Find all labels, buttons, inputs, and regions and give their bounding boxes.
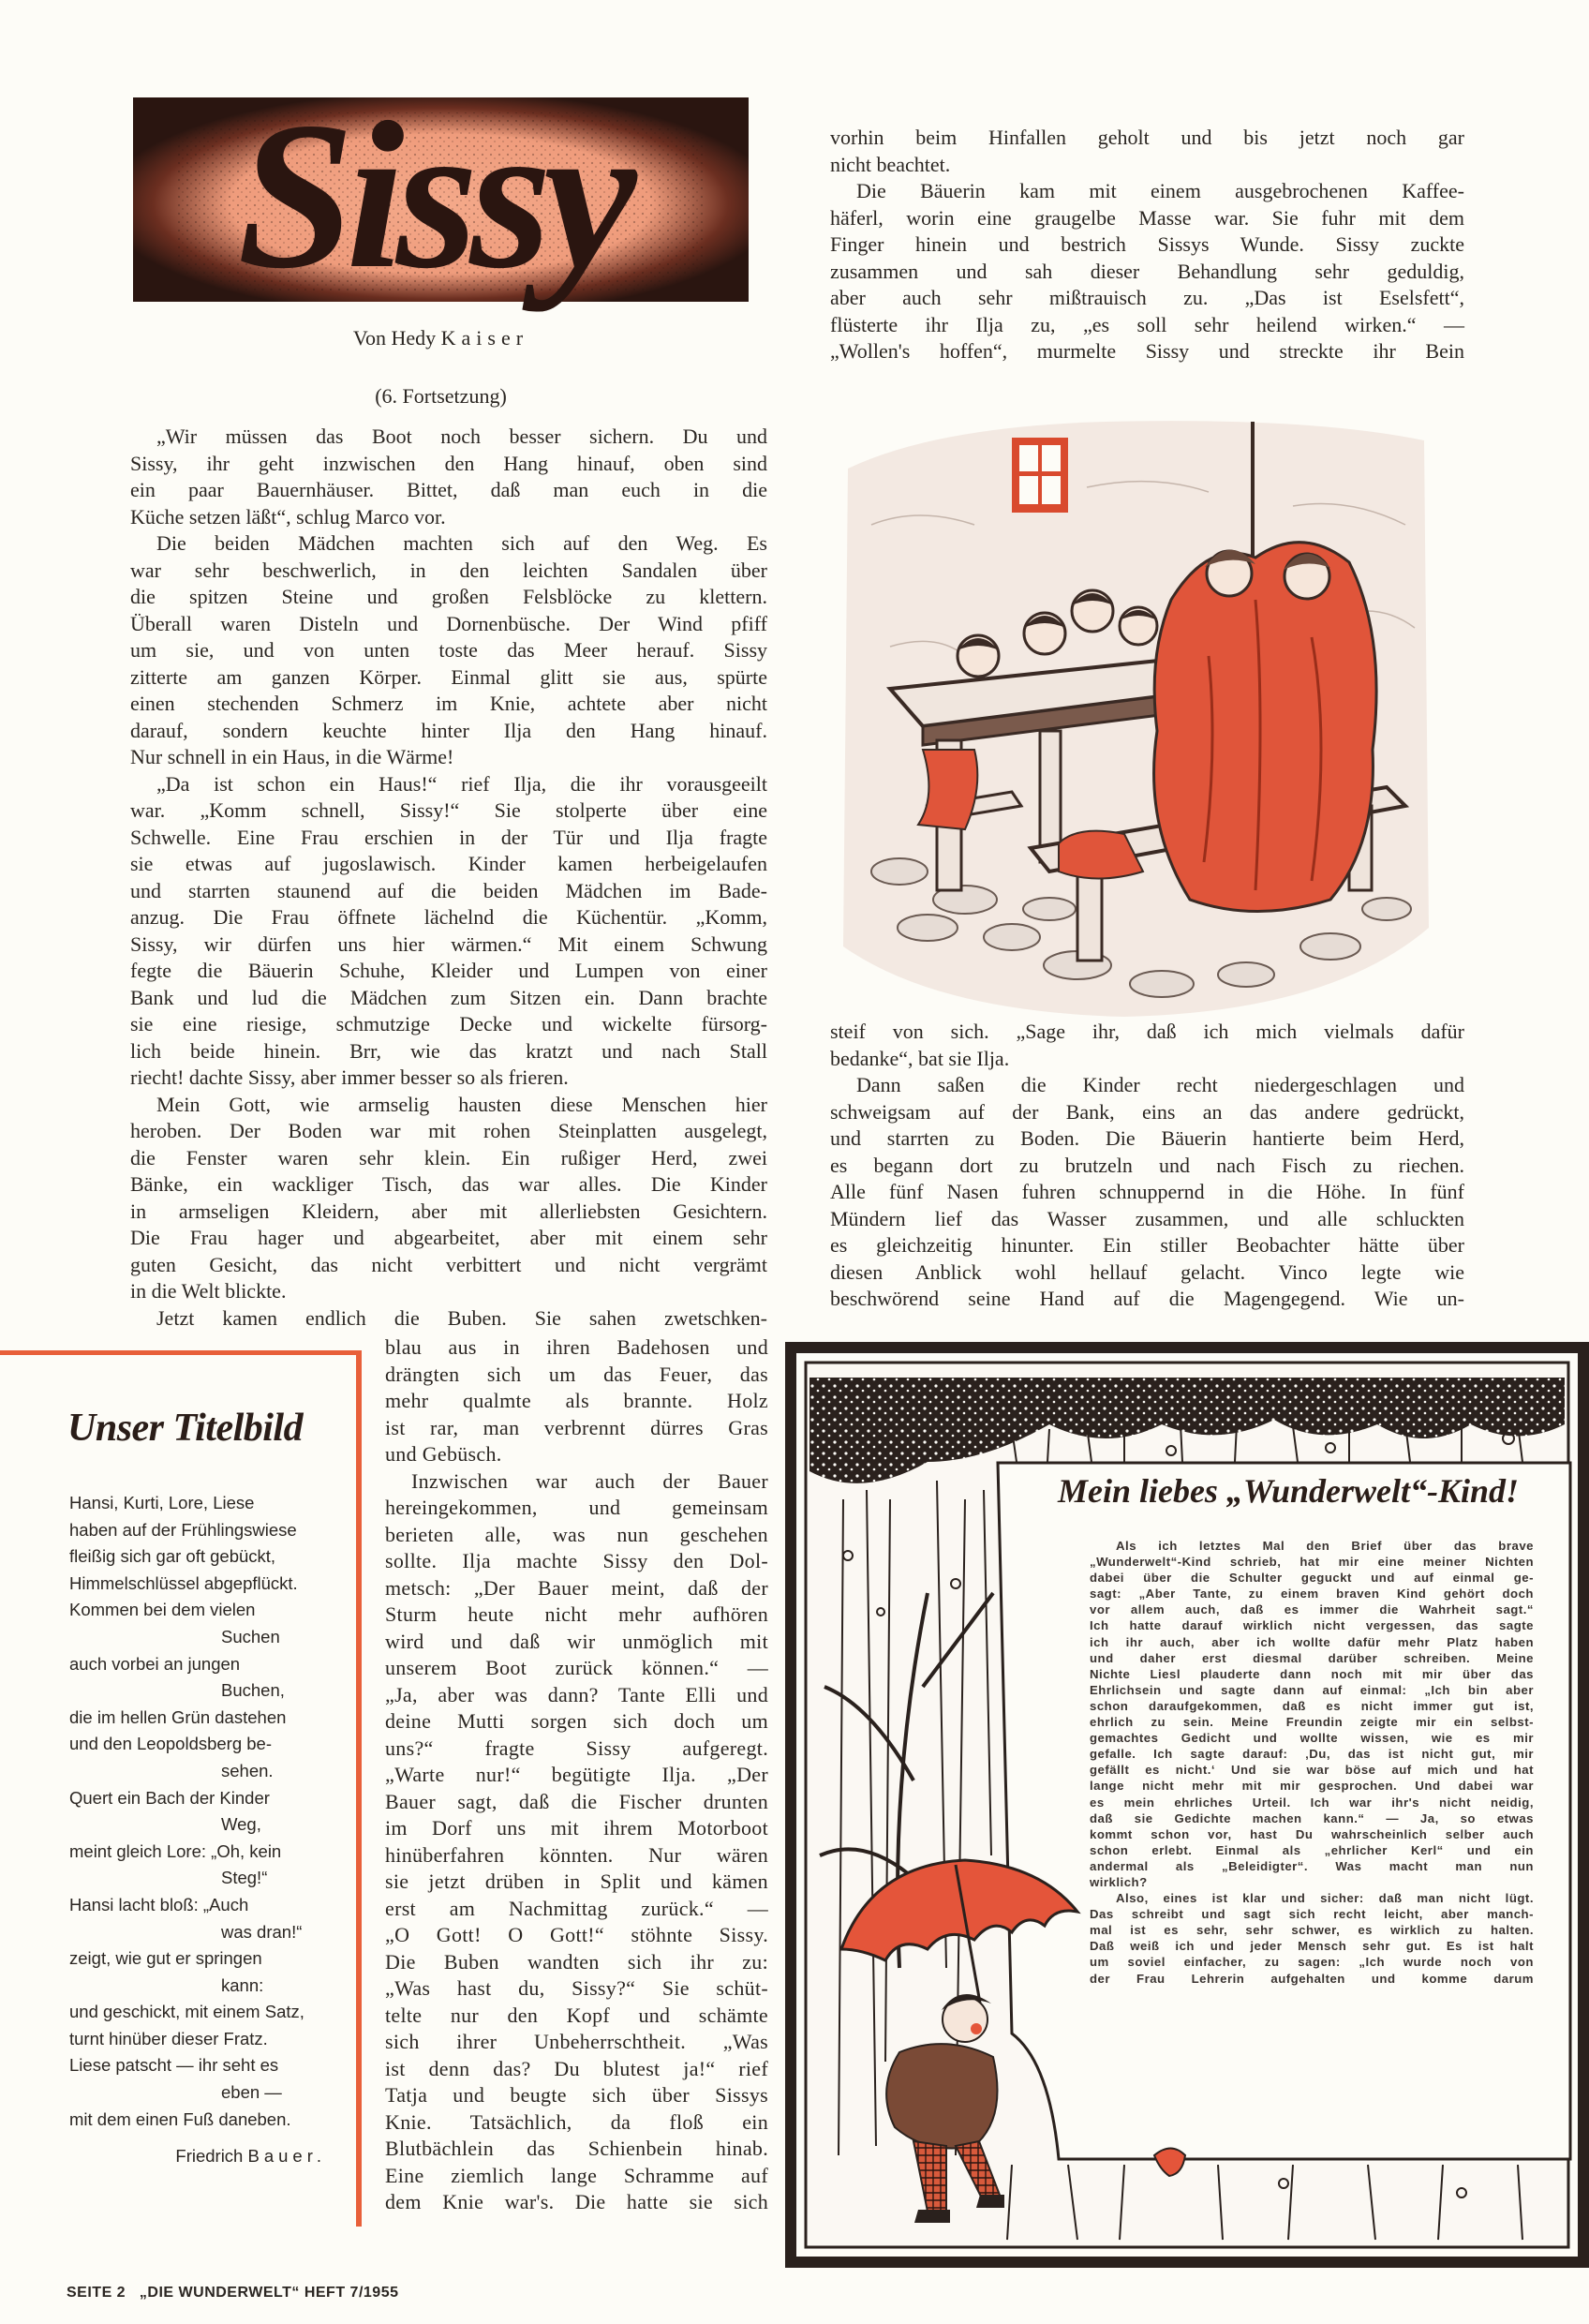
story-line: aber auch sehr mißtrauisch zu. „Das ist Eselsfett“,	[830, 286, 1464, 309]
letter-line: schon daraufgekommen, daß es nicht immer gut ist,	[1090, 1698, 1534, 1713]
story-line: deine Mutti sorgen sich doch um	[385, 1709, 768, 1733]
story-line: war sehr beschwerlich, in den leichten Sandalen über	[130, 558, 767, 582]
story-line: Jetzt kamen endlich die Buben. Sie sahen zwetschken-	[156, 1305, 767, 1330]
story-line: flüsterte ihr Ilja zu, „es soll sehr heilend wirken.“ —	[830, 312, 1464, 336]
letter-line: vor allem auch, daß es immer die Wahrheit sagt.“	[1090, 1602, 1534, 1617]
story-line: heroben. Der Boden war mit rohen Steinplatten ausgelegt,	[130, 1119, 767, 1142]
story-line: diesen Anblick wohl hellauf gelacht. Vinco legte wie	[830, 1259, 1464, 1284]
footer-magazine: „DIE WUNDERWELT“	[139, 2285, 300, 2301]
poem-line: turnt hinüber dieser Fratz.	[69, 2028, 268, 2048]
poem-line: die im hellen Grün dastehen	[69, 1706, 287, 1727]
poem-line: Liese patscht — ihr seht es	[69, 2055, 279, 2076]
story-line: häferl, worin eine graugelbe Masse war. Sie fuhr mit dem	[830, 205, 1464, 230]
story-line: guten Gesicht, das nicht verbittert und nicht vergrämt	[130, 1252, 767, 1276]
story-line: erst am Nachmittag zurück.“ —	[385, 1896, 768, 1920]
story-line: Dann saßen die Kinder recht niedergeschlagen und	[856, 1073, 1464, 1096]
letter-line: Ehrlichsein und sagte dann auf einmal: „Ich bin aber	[1090, 1682, 1534, 1697]
story-line: „Was hast du, Sissy?“ Sie schüt-	[385, 1976, 768, 2000]
letter-line: Das schreibt und sagt sich recht leicht, aber manch-	[1090, 1907, 1534, 1922]
letter-line: wirklich?	[1090, 1874, 1148, 1889]
byline-prefix: Von Hedy	[352, 326, 437, 350]
story-line: uns?“ fragte Sissy aufgeregt.	[385, 1736, 768, 1760]
story-line: ist rar, man verbrennt dürres Gras	[385, 1415, 768, 1439]
story-line: Inzwischen war auch der Bauer	[411, 1468, 768, 1493]
story-line: in armseligen Kleidern, aber mit allerliebsten Gesichtern.	[130, 1199, 767, 1223]
story-line: Die Frau hager und abgearbeitet, aber mit einem sehr	[130, 1226, 767, 1249]
poem-line: mit dem einen Fuß daneben.	[69, 2108, 291, 2129]
poem-body	[69, 1490, 332, 2167]
letter-line: um soviel einfacher, zu sagen: „Ich wurde noch von	[1090, 1955, 1534, 1970]
story-line: darauf, sondern keuchte hinter Ilja den Hang hinauf.	[130, 718, 767, 742]
poem-line: Steg!“	[221, 1868, 268, 1888]
story-line: es begann dort zu brutzeln und nach Fisch zu riechen.	[830, 1153, 1464, 1177]
letter-line: gemachtes Gedicht und wollte wissen, wie es mir	[1090, 1731, 1534, 1746]
story-column-middle	[385, 1334, 768, 2216]
story-line: die Fenster waren sehr klein. Ein rußiger Herd, zwei	[130, 1145, 767, 1169]
poem-line: Weg,	[221, 1814, 261, 1835]
story-line: die spitzen Steine und großen Felsblöcke zu klettern.	[130, 585, 767, 608]
story-column-right-top	[830, 125, 1464, 365]
poem-line: sehen.	[221, 1760, 274, 1780]
poem-author-first: Friedrich	[175, 2146, 244, 2167]
story-line: Küche setzen läßt“, schlug Marco vor.	[130, 504, 446, 529]
byline-name: Kaiser	[440, 326, 529, 350]
story-line: Sissy, wir dürfen uns hier wärmen.“ Mit einem Schwung	[130, 931, 767, 956]
story-line: „Wir müssen das Boot noch besser sichern. Du und	[156, 425, 767, 448]
letter-line: mal ist es sehr, sehr schwer, es wirklich zu halten.	[1090, 1923, 1534, 1938]
story-column-right-bottom	[830, 1019, 1464, 1313]
story-line: um sie, und von unten toste das Meer herauf. Sissy	[130, 638, 767, 662]
story-line: Überall waren Disteln und Dornenbüsche. Der Wind pfiff	[130, 611, 767, 635]
story-line: „Da ist schon ein Haus!“ rief Ilja, die ihr vorausgeeilt	[156, 771, 767, 796]
story-line: Die Buben wandten sich ihr zu:	[385, 1949, 768, 1974]
poem-author	[69, 2146, 332, 2167]
story-line: in die Welt blickte.	[130, 1279, 287, 1303]
story-line: Sturm heute nicht mehr aufhören	[385, 1602, 768, 1626]
story-line: Nur schnell in ein Haus, in die Wärme!	[130, 745, 454, 768]
footer-page: SEITE 2	[67, 2285, 126, 2301]
letter-line: Daß weiß ich und jeder Mensch sehr gut. Es ist halt	[1090, 1939, 1534, 1954]
poem-line: was dran!“	[221, 1921, 303, 1942]
story-line: „O Gott! O Gott!“ stöhnte Sissy.	[385, 1923, 768, 1946]
story-line: Bank und lud die Mädchen zum Sitzen ein. Dann brachte	[130, 985, 767, 1009]
story-line: Bänke, ein wackliger Tisch, das war alles. Die Kinder	[130, 1172, 767, 1196]
poem-title: Unser Titelbild	[67, 1407, 304, 1450]
story-line: anzug. Die Frau öffnete lächelnd die Küchentür. „Komm,	[130, 905, 767, 929]
letter-line: andermal als „Beleidigter“. Was macht man nun	[1090, 1858, 1534, 1873]
story-line: „Warte nur!“ begütigte Ilja. „Der	[385, 1763, 768, 1786]
story-line: beschwörend seine Hand auf die Magengegend. Wie un-	[830, 1287, 1464, 1310]
poem-line: Himmelschlüssel abgepflückt.	[69, 1572, 298, 1593]
poem-line: zeigt, wie gut er springen	[69, 1948, 262, 1969]
poem-line: haben auf der Frühlingswiese	[69, 1519, 297, 1540]
story-line: und starrten staunend auf die beiden Mädchen im Bade-	[130, 878, 767, 902]
author-byline	[133, 326, 749, 350]
story-line: hereingekommen, und gemeinsam	[385, 1496, 768, 1519]
letter-title: Mein liebes „Wunderwelt“-Kind!	[1057, 1472, 1520, 1510]
story-line: unserem Boot zurück können.“ —	[385, 1656, 768, 1679]
letter-body	[1090, 1538, 1534, 1987]
story-line: wird und daß wir unmöglich mit	[385, 1629, 768, 1653]
poem-line: auch vorbei an jungen	[69, 1653, 241, 1674]
story-line: hinüberfahren könnten. Nur wären	[385, 1842, 768, 1867]
letter-line: gefällt es nicht.‘ Und sie war böse auf mich und hat	[1090, 1763, 1534, 1778]
poem-line: Quert ein Bach der Kinder	[69, 1787, 270, 1808]
story-line: sollte. Ilja machte Sissy den Dol-	[385, 1549, 768, 1572]
story-line: einen stechenden Schmerz im Knie, achtete aber nicht	[130, 692, 767, 715]
letter-line: „Wunderwelt“-Kind schrieb, hat mir eine meiner Nichten	[1090, 1555, 1534, 1570]
story-line: im Dorf uns mit ihrem Motorboot	[385, 1816, 768, 1840]
story-line: Eine ziemlich lange Schramme auf	[385, 2163, 768, 2187]
story-line: riecht! dachte Sissy, aber immer besser so als frieren.	[130, 1065, 569, 1089]
story-line: dem Knie war's. Die hatte sie sich	[385, 2190, 768, 2213]
letter-line: schon erlebt. Einmal als „ehrlicher Kerl“ und ein	[1090, 1842, 1534, 1857]
letter-line: der Frau Lehrerin aufgehalten und komme darum	[1090, 1971, 1534, 1986]
poem-line: Kommen bei dem vielen	[69, 1600, 256, 1620]
story-line: metsch: „Der Bauer meint, daß der	[385, 1575, 768, 1600]
poem-line: Hansi, Kurti, Lore, Liese	[69, 1493, 255, 1512]
story-line: Finger hinein und bestrich Sissys Wunde. Sissy zuckte	[830, 232, 1464, 256]
story-line: blau aus in ihren Badehosen und	[385, 1335, 768, 1359]
story-line: Die Bäuerin kam mit einem ausgebrochenen Kaffee-	[856, 179, 1464, 202]
story-line: bedanke“, bat sie Ilja.	[830, 1046, 1010, 1070]
letter-line: sagt: „Aber Tante, zu einem braven Kind gehört doch	[1090, 1587, 1534, 1601]
story-line: Tatja und beugte sich über Sissys	[385, 2083, 768, 2107]
story-line: Sissy, ihr geht inzwischen den Hang hinauf, oben sind	[130, 451, 767, 475]
story-line: „Wollen's hoffen“, murmelte Sissy und streckte ihr Bein	[830, 339, 1464, 363]
story-line: berieten alle, was nun geschehen	[385, 1522, 768, 1546]
story-line: schweigsam auf der Bank, eins an das andere gedrückt,	[830, 1099, 1464, 1124]
poem-line: Suchen	[221, 1626, 280, 1646]
letter-line: es mein ehrliches Urteil. Ich war ihr's nicht neidig,	[1090, 1795, 1534, 1810]
letter-line: daß sie Gedichte machen kann.“ — Ja, so etwas	[1090, 1810, 1534, 1825]
poem-line: Buchen,	[221, 1680, 285, 1701]
story-line: fegte die Bäuerin Schuhe, Kleider und Lumpen von einer	[130, 959, 767, 982]
poem-line: und den Leopoldsberg be-	[69, 1734, 273, 1754]
letter-line: ehrlich zu sein. Meine Freundin zeigte mir ein selbst-	[1090, 1715, 1534, 1730]
story-line: sie eine riesige, schmutzige Decke und wickelte fürsorg-	[130, 1012, 767, 1035]
poem-line: und geschickt, mit einem Satz,	[69, 2002, 304, 2022]
poem-line: meint gleich Lore: „Oh, kein	[69, 1840, 282, 1861]
story-line: Knie. Tatsächlich, da floß ein	[385, 2109, 768, 2134]
poem-line: eben —	[221, 2082, 282, 2103]
story-line: ist denn das? Du blutest ja!“ rief	[385, 2056, 768, 2080]
kitchen-scene-illustration	[843, 421, 1429, 1017]
story-line: Schwelle. Eine Frau erschien in der Tür und Ilja fragte	[130, 825, 767, 849]
story-column-left	[130, 424, 767, 1332]
letter-line: ich ihr auch, aber ich wollte dafür mehr Platz haben	[1090, 1634, 1534, 1649]
poem-lines	[69, 1490, 332, 2133]
story-line: ein paar Bauernhäuser. Bittet, daß man euch in die	[130, 478, 767, 501]
story-line: war. „Komm schnell, Sissy!“ Sie stolperte über eine	[130, 798, 767, 822]
story-line: zusammen und sah dieser Behandlung sehr geduldig,	[830, 259, 1464, 283]
story-line: steif von sich. „Sage ihr, daß ich mich vielmals dafür	[830, 1020, 1464, 1043]
story-line: lich beide hinein. Brr, wie das kratzt und nach Stall	[130, 1038, 767, 1063]
story-line: Alle fünf Nasen fuhren schnuppernd in die Höhe. In fünf	[830, 1180, 1464, 1203]
story-line: drängten sich um das Feuer, das	[385, 1362, 768, 1386]
story-line: nicht beachtet.	[830, 152, 951, 176]
logo-text: Sissy	[237, 78, 629, 312]
poem-line: kann:	[221, 1974, 264, 1995]
story-title-logo	[133, 78, 749, 312]
story-line: Blutbächlein das Schienbein hinab.	[385, 2137, 768, 2160]
poem-line: Hansi lacht bloß: „Auch	[69, 1894, 249, 1914]
continuation-label: (6. Fortsetzung)	[375, 384, 507, 408]
story-line: es gleichzeitig hinunter. Ein stiller Beobachter hätte über	[830, 1233, 1464, 1257]
story-line: und Gebüsch.	[385, 1442, 502, 1466]
story-line: Mündern lief das Wasser zusammen, und alle schluckten	[830, 1206, 1464, 1230]
letter-line: Also, eines ist klar und sicher: daß man nicht lügt.	[1116, 1891, 1534, 1906]
story-line: telte nur den Kopf und schämte	[385, 2003, 768, 2027]
footer-issue: HEFT 7/1955	[304, 2285, 399, 2301]
poem-line: fleißig sich gar oft gebückt,	[69, 1546, 276, 1567]
story-line: Die beiden Mädchen machten sich auf den Weg. Es	[156, 531, 767, 555]
story-line: sich ihrer Unbeherrschtheit. „Was	[385, 2030, 768, 2053]
letter-line: und daher erst diesmal darüber schreiben. Meine	[1090, 1650, 1534, 1665]
story-line: Bauer sagt, daß die Fischer drunten	[385, 1789, 768, 1813]
letter-line: Nichte Liesl plauderte dann noch mit mir über das	[1090, 1666, 1534, 1681]
letter-line: Als ich letztes Mal den Brief über das brave	[1116, 1539, 1534, 1553]
page-footer	[67, 2285, 398, 2302]
letter-line: dabei über die Schulter geguckt und auf einmal ge-	[1090, 1571, 1534, 1586]
story-line: Mein Gott, wie armselig hausten diese Menschen hier	[156, 1092, 767, 1116]
letter-line: gefalle. Ich sagte darauf: ‚Du, das ist nicht gut, mir	[1090, 1747, 1534, 1762]
story-line: zitterte am ganzen Körper. Einmal glitt sie aus, spürte	[130, 664, 767, 689]
poem-author-last: Bauer.	[247, 2146, 326, 2167]
story-line: mehr qualmte als brannte. Holz	[385, 1389, 768, 1412]
story-line: „Ja, aber was dann? Tante Elli und	[385, 1682, 768, 1706]
story-line: sie etwas auf jugoslawisch. Kinder kamen herbeigelaufen	[130, 852, 767, 875]
letter-line: kommt schon vor, hast Du wahrscheinlich selber auch	[1090, 1826, 1534, 1841]
letter-line: lange nicht mehr mit mir gesprochen. Und dabei war	[1090, 1779, 1534, 1794]
story-line: vorhin beim Hinfallen geholt und bis jetzt noch gar	[830, 126, 1464, 149]
letter-line: Ich hatte darauf wirklich nicht vergessen, das sagte	[1090, 1618, 1534, 1633]
story-line: sie jetzt drüben in Split und kämen	[385, 1870, 768, 1893]
story-line: und starrten zu Boden. Die Bäuerin hantierte beim Herd,	[830, 1126, 1464, 1150]
